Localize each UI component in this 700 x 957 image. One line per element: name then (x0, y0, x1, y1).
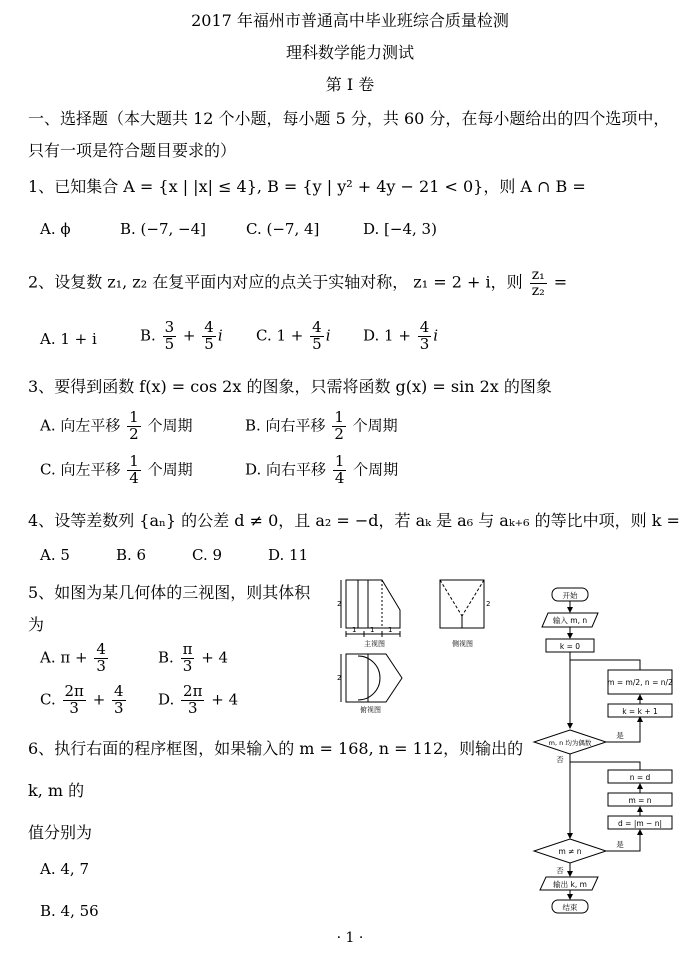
flow-end-label: 结束 (562, 903, 578, 912)
question-text: 已知集合 A = {x | |x| ≤ 4}, B = {y | y² + 4y − 21 < 0}，则 A ∩ B = (54, 177, 586, 196)
fraction: $\frac{2\pi}{3}$ (183, 682, 203, 717)
fraction: $\frac{4}{3}$ (114, 682, 124, 717)
q1-option-d: D. [−4, 3) (363, 220, 437, 238)
q5-option-a: A. π + $\frac{4}{3}$ (40, 640, 106, 675)
q5-option-d: D. $\frac{2\pi}{3}$ + 4 (158, 682, 239, 717)
flow-kinc-label: k = k + 1 (622, 707, 658, 716)
flow-no1-label: 否 (556, 755, 564, 764)
question-1-stem (28, 174, 586, 197)
q6-option-b: B. 4, 56 (40, 902, 99, 920)
question-6-stem (28, 736, 523, 759)
q3-option-d: D. 向右平移 $\frac{1}{4}$ 个周期 (245, 452, 399, 487)
fraction: $\frac{3}{5}$ (164, 318, 175, 353)
question-number: 4、 (28, 511, 55, 530)
question-number: 1、 (28, 177, 55, 196)
fraction: $\frac{4}{5}$ (312, 318, 322, 353)
side-view-label: 侧视图 (452, 640, 473, 648)
fraction: $\frac{4}{3}$ (419, 318, 430, 353)
flow-dmn-label: d = |m − n| (618, 819, 662, 828)
exam-subtitle: 理科数学能力测试 (285, 43, 414, 62)
flow-input-label: 输入 m, n (552, 616, 588, 625)
question-4-stem (28, 508, 680, 531)
side-view (440, 580, 484, 628)
front-view-label: 主视图 (364, 640, 385, 648)
fraction: $\frac{2\pi}{3}$ (64, 682, 84, 717)
question-5-stem (28, 580, 310, 603)
dim-label: 2 (337, 674, 342, 682)
q3-option-a: A. 向左平移 $\frac{1}{2}$ 个周期 (40, 408, 193, 443)
question-text: 执行右面的程序框图，如果输入的 m = 168, n = 112，则输出的 (54, 739, 524, 758)
q2-option-c: C. 1 + $\frac{4}{5}$ i (256, 318, 331, 353)
q2-option-b: B. $\frac{3}{5}$ + $\frac{4}{5}$ i (140, 318, 223, 353)
q1-option-b: B. (−7, −4] (120, 220, 207, 238)
three-views-figure (336, 576, 506, 716)
dim-label: 2 (337, 600, 342, 608)
question-number: 3、 (28, 377, 55, 396)
q4-option-d: D. 11 (268, 546, 309, 564)
dim-label: 1 (352, 626, 357, 634)
flow-yes2-label: 是 (616, 840, 624, 849)
flow-halve-label: m = m/2, n = n/2 (607, 678, 673, 687)
question-6-stem-cont: k, m 的 (28, 781, 85, 800)
flowchart (528, 584, 696, 918)
top-view-label: 俯视图 (360, 706, 381, 714)
section-instruction-line2: 只有一项是符合题目要求的） (28, 141, 237, 160)
question-2-stem: 2、设复数 z₁, z₂ 在复平面内对应的点关于实轴对称， z₁ = 2 + i，则 $\frac{\text{z₁}}{\text{z₂}}$ = (28, 267, 568, 299)
question-number: 6、 (28, 739, 55, 758)
question-text: 如图为某几何体的三视图，则其体积 (54, 583, 311, 602)
flow-nd-label: n = d (629, 773, 651, 782)
q3-option-c: C. 向左平移 $\frac{1}{4}$ 个周期 (40, 452, 193, 487)
exam-title: 2017 年福州市普通高中毕业班综合质量检测 (191, 11, 509, 30)
fraction: $\frac{4}{5}$ (204, 318, 214, 353)
q1-option-a: A. ϕ (40, 220, 71, 238)
flow-k0-label: k = 0 (559, 642, 581, 651)
question-text: 设复数 z₁, z₂ 在复平面内对应的点关于实轴对称， z₁ = 2 + i，则 (54, 272, 523, 292)
q5-option-c: C. $\frac{2\pi}{3}$ + $\frac{4}{3}$ (40, 682, 124, 717)
flow-mn-label: m = n (628, 796, 652, 805)
flow-yes1-label: 是 (616, 731, 624, 740)
dim-label: 2 (486, 600, 491, 608)
flow-cond1-label: m, n 均为偶数 (548, 739, 592, 747)
flow-start-label: 开始 (562, 591, 578, 600)
q6-option-a: A. 4, 7 (40, 860, 89, 878)
fraction: $\frac{1}{4}$ (334, 452, 345, 487)
question-5-stem-cont: 为 (28, 615, 45, 634)
q1-option-c: C. (−7, 4] (246, 220, 320, 238)
fraction: $\frac{1}{2}$ (129, 408, 139, 443)
dim-label: 1 (370, 626, 375, 634)
q4-option-c: C. 9 (192, 546, 223, 564)
flow-cond2-label: m ≠ n (558, 847, 582, 856)
page-number: · 1 · (336, 930, 364, 946)
question-number: 2、 (28, 272, 55, 292)
dim-label: 1 (388, 626, 393, 634)
q4-option-a: A. 5 (40, 546, 70, 564)
q5-option-b: B. $\frac{\pi}{3}$ + 4 (158, 640, 229, 675)
fraction: $\frac{\pi}{3}$ (182, 640, 193, 675)
fraction: $\frac{1}{4}$ (129, 452, 139, 487)
top-view (341, 654, 402, 702)
section-instruction-line1: 一、选择题（本大题共 12 个小题，每小题 5 分，共 60 分，在每小题给出的四个选项中， (28, 109, 670, 128)
q3-option-b: B. 向右平移 $\frac{1}{2}$ 个周期 (245, 408, 398, 443)
flow-no2-label: 否 (556, 866, 564, 875)
question-3-stem (28, 374, 552, 397)
fraction: $\frac{1}{2}$ (334, 408, 344, 443)
flow-output-label: 输出 k, m (553, 880, 587, 889)
q4-option-b: B. 6 (116, 546, 147, 564)
question-6-stem-cont2: 值分别为 (28, 823, 93, 842)
question-text: 要得到函数 f(x) = cos 2x 的图象，只需将函数 g(x) = sin 2x 的图象 (54, 377, 552, 396)
q2-option-a: A. 1 + i (40, 330, 97, 348)
volume-label: 第 I 卷 (325, 75, 375, 94)
fraction: $\frac{\text{z₁}}{\text{z₂}}$ (531, 267, 545, 299)
q2-option-d: D. 1 + $\frac{4}{3}$ i (363, 318, 439, 353)
question-number: 5、 (28, 583, 55, 602)
question-text: 设等差数列 {aₙ} 的公差 d ≠ 0，且 a₂ = −d，若 aₖ 是 a₆ 与 aₖ₊₆ 的等比中项，则 k = (54, 511, 680, 530)
fraction: $\frac{4}{3}$ (96, 640, 106, 675)
